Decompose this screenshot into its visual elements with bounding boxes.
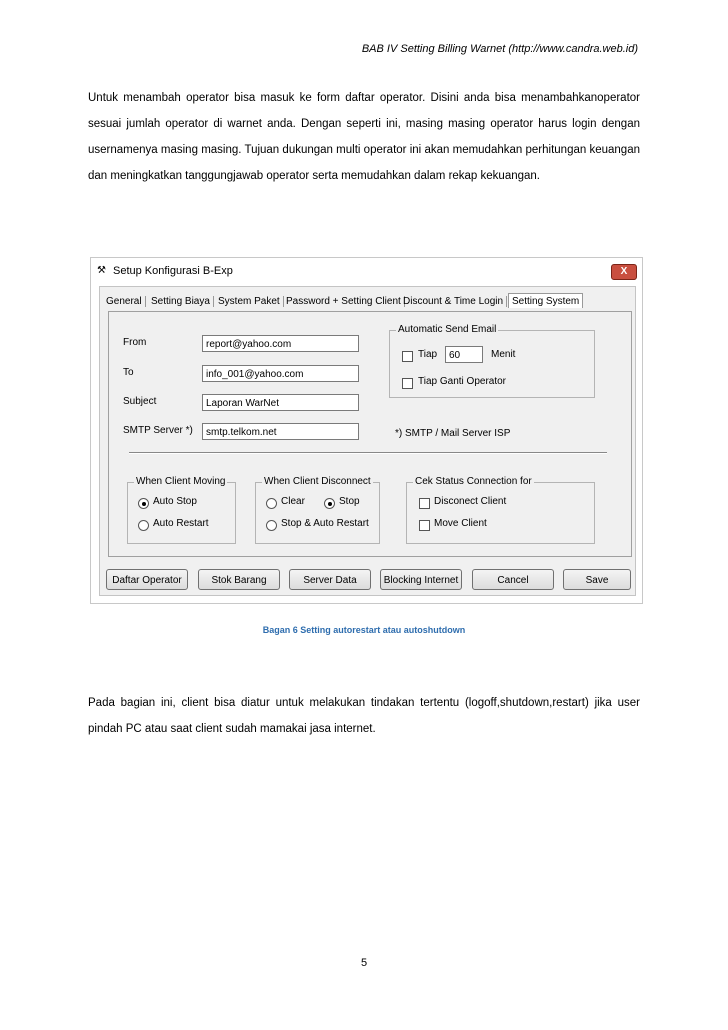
clear-radio[interactable] <box>266 498 277 509</box>
client-disconnect-group <box>255 476 380 544</box>
window-title: Setup Konfigurasi B-Exp <box>113 265 233 277</box>
ganti-operator-label: Tiap Ganti Operator <box>418 376 507 387</box>
client-moving-group <box>127 476 236 544</box>
subject-label: Subject <box>123 396 157 407</box>
tab-setting-biaya[interactable]: Setting Biaya <box>151 296 214 307</box>
close-button[interactable]: X <box>611 264 637 280</box>
tab-discount-time-login[interactable]: Discount & Time Login <box>403 296 507 307</box>
move-client-label: Move Client <box>434 518 487 529</box>
section-divider <box>129 452 607 454</box>
paragraph-description: Pada bagian ini, client bisa diatur untuk melakukan tindakan tertentu (logoff,shutdown,restart) jika user pindah PC atau saat client sudah mamakai jasa internet. <box>88 697 640 735</box>
stop-label: Stop <box>339 496 360 507</box>
auto-restart-label: Auto Restart <box>153 518 209 529</box>
cek-status-label: Cek Status Connection for <box>415 476 532 487</box>
subject-field[interactable]: Laporan WarNet <box>202 394 359 411</box>
auto-stop-radio[interactable] <box>138 498 149 509</box>
ganti-operator-checkbox[interactable] <box>402 378 413 389</box>
daftar-operator-button[interactable]: Daftar Operator <box>106 569 188 590</box>
server-data-button[interactable]: Server Data <box>289 569 371 590</box>
paragraph-intro: Untuk menambah operator bisa masuk ke form daftar operator. Disini anda bisa menambahkanoperator sesuai jumlah operator di warnet anda. Dengan seperti ini, masing masing operator harus login dengan usernamenya masing masing. Tujuan dukungan multi operator ini akan memudahkan perhitungan keuangan dan meningkatkan tanggungjawab operator serta memudahkan dalam rekap kekuangan. <box>88 92 640 182</box>
save-button[interactable]: Save <box>563 569 631 590</box>
auto-email-label: Automatic Send Email <box>398 324 497 335</box>
client-disconnect-label: When Client Disconnect <box>264 476 371 487</box>
clear-label: Clear <box>281 496 305 507</box>
cancel-button[interactable]: Cancel <box>472 569 554 590</box>
smtp-label: SMTP Server *) <box>123 425 193 436</box>
to-label: To <box>123 367 134 378</box>
to-field[interactable]: info_001@yahoo.com <box>202 365 359 382</box>
smtp-note: *) SMTP / Mail Server ISP <box>395 428 511 439</box>
cek-status-group <box>406 476 595 544</box>
tiap-minutes-field[interactable]: 60 <box>445 346 483 363</box>
tiap-label: Tiap <box>418 349 438 360</box>
from-label: From <box>123 337 147 348</box>
stop-auto-restart-label: Stop & Auto Restart <box>281 518 369 529</box>
tab-system-paket[interactable]: System Paket <box>218 296 284 307</box>
tab-general[interactable]: General <box>106 296 146 307</box>
settings-panel <box>108 311 632 557</box>
stok-barang-button[interactable]: Stok Barang <box>198 569 280 590</box>
from-field[interactable]: report@yahoo.com <box>202 335 359 352</box>
app-icon: ⚒ <box>97 265 106 276</box>
auto-email-group <box>389 324 595 398</box>
tab-password-setting-client[interactable]: Password + Setting Client <box>286 296 405 307</box>
stop-auto-restart-radio[interactable] <box>266 520 277 531</box>
figure-caption: Bagan 6 Setting autorestart atau autoshutdown <box>262 625 466 635</box>
window-body <box>99 286 636 596</box>
menit-label: Menit <box>491 349 516 360</box>
disconnect-client-checkbox[interactable] <box>419 498 430 509</box>
disconnect-client-label: Disconect Client <box>434 496 507 507</box>
stop-radio[interactable] <box>324 498 335 509</box>
blocking-internet-button[interactable]: Blocking Internet <box>380 569 462 590</box>
config-window <box>90 257 643 604</box>
client-moving-label: When Client Moving <box>136 476 226 487</box>
auto-stop-label: Auto Stop <box>153 496 197 507</box>
auto-restart-radio[interactable] <box>138 520 149 531</box>
tab-setting-system[interactable]: Setting System <box>508 293 583 308</box>
page-header: BAB IV Setting Billing Warnet (http://www.candra.web.id) <box>361 43 638 55</box>
smtp-field[interactable]: smtp.telkom.net <box>202 423 359 440</box>
title-bar <box>91 258 642 286</box>
move-client-checkbox[interactable] <box>419 520 430 531</box>
page-number: 5 <box>360 957 368 969</box>
tiap-checkbox[interactable] <box>402 351 413 362</box>
